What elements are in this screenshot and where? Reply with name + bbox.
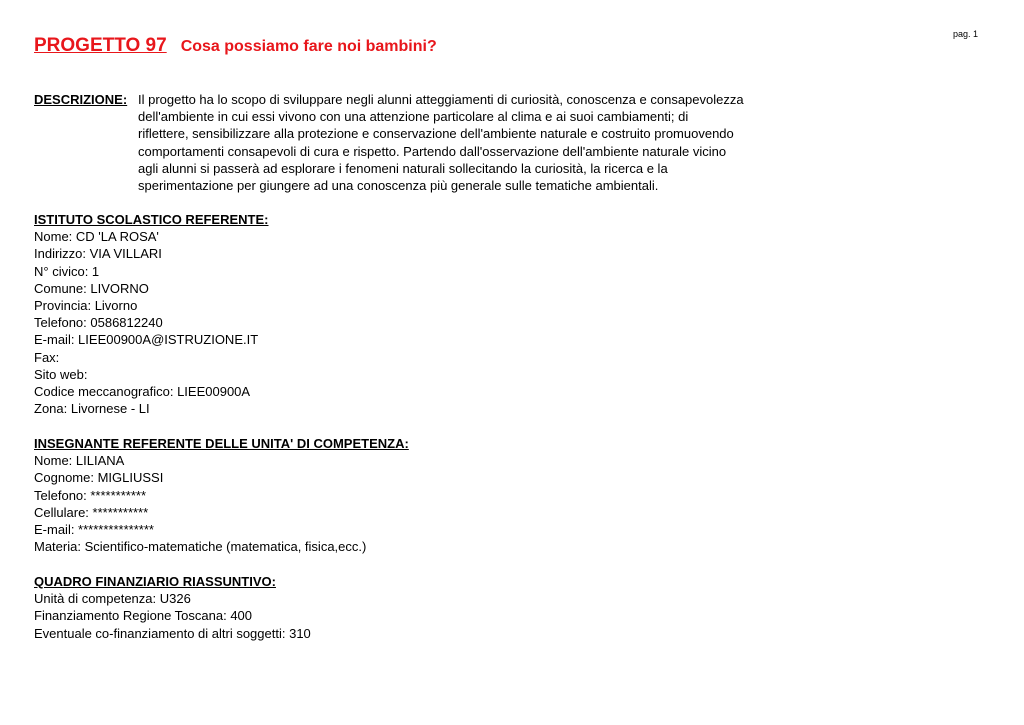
istituto-line: Indirizzo: VIA VILLARI: [34, 246, 162, 262]
description-text: [138, 91, 744, 194]
description-line: Il progetto ha lo scopo di sviluppare negli alunni atteggiamenti di curiosità, conoscenza e consapevolezza: [138, 92, 744, 107]
insegnante-heading: INSEGNANTE REFERENTE DELLE UNITA' DI COMPETENZA:: [34, 436, 409, 451]
istituto-line: Telefono: 0586812240: [34, 315, 163, 331]
insegnante-line: Materia: Scientifico-matematiche (matematica, fisica,ecc.): [34, 539, 367, 555]
istituto-line: E-mail: LIEE00900A@ISTRUZIONE.IT: [34, 332, 259, 348]
insegnante-section: [34, 435, 409, 555]
istituto-line: Codice meccanografico: LIEE00900A: [34, 383, 251, 399]
istituto-line: Comune: LIVORNO: [34, 280, 149, 296]
description-line: comportamenti consapevoli di cura e rispetto. Partendo dall'osservazione dell'ambiente naturale vicino: [138, 143, 727, 159]
description-line: dell'ambiente in cui essi vivono con una attenzione particolare al clima e ai suoi cambiamenti; di: [138, 109, 689, 125]
insegnante-line: Cellulare: ***********: [34, 504, 149, 520]
istituto-line: N° civico: 1: [34, 263, 100, 279]
istituto-heading: ISTITUTO SCOLASTICO REFERENTE:: [34, 212, 269, 227]
quadro-section: [34, 573, 311, 642]
insegnante-line: Nome: LILIANA: [34, 453, 125, 469]
istituto-line: Sito web:: [34, 366, 88, 382]
insegnante-line: Telefono: ***********: [34, 487, 147, 503]
istituto-line: Zona: Livornese - LI: [34, 401, 150, 417]
title-row: [34, 35, 437, 57]
insegnante-line: E-mail: ***************: [34, 521, 154, 537]
project-subtitle: Cosa possiamo fare noi bambini?: [180, 38, 437, 55]
istituto-section: [34, 211, 269, 417]
quadro-line: Eventuale co-finanziamento di altri soggetti: 310: [34, 625, 311, 641]
istituto-line: Provincia: Livorno: [34, 297, 138, 313]
description-label: DESCRIZIONE:: [34, 92, 128, 107]
description-line: sperimentazione per giungere ad una conoscenza più generale sulle tematiche ambientali.: [138, 178, 659, 194]
page-number: pag. 1: [953, 29, 979, 39]
insegnante-line: Cognome: MIGLIUSSI: [34, 470, 164, 486]
description-line: riflettere, sensibilizzare alla protezione e conservazione dell'ambiente naturale e costruito promuovendo: [138, 126, 734, 142]
description-line: agli alunni si passerà ad esplorare i fenomeni naturali sollecitando la curiosità, la ricerca e la: [138, 160, 668, 176]
quadro-heading: QUADRO FINANZIARIO RIASSUNTIVO:: [34, 574, 276, 589]
quadro-line: Unità di competenza: U326: [34, 591, 191, 607]
istituto-line: Fax:: [34, 349, 60, 365]
quadro-line: Finanziamento Regione Toscana: 400: [34, 608, 253, 624]
project-title: PROGETTO 97: [34, 35, 167, 56]
istituto-line: Nome: CD 'LA ROSA': [34, 229, 159, 245]
